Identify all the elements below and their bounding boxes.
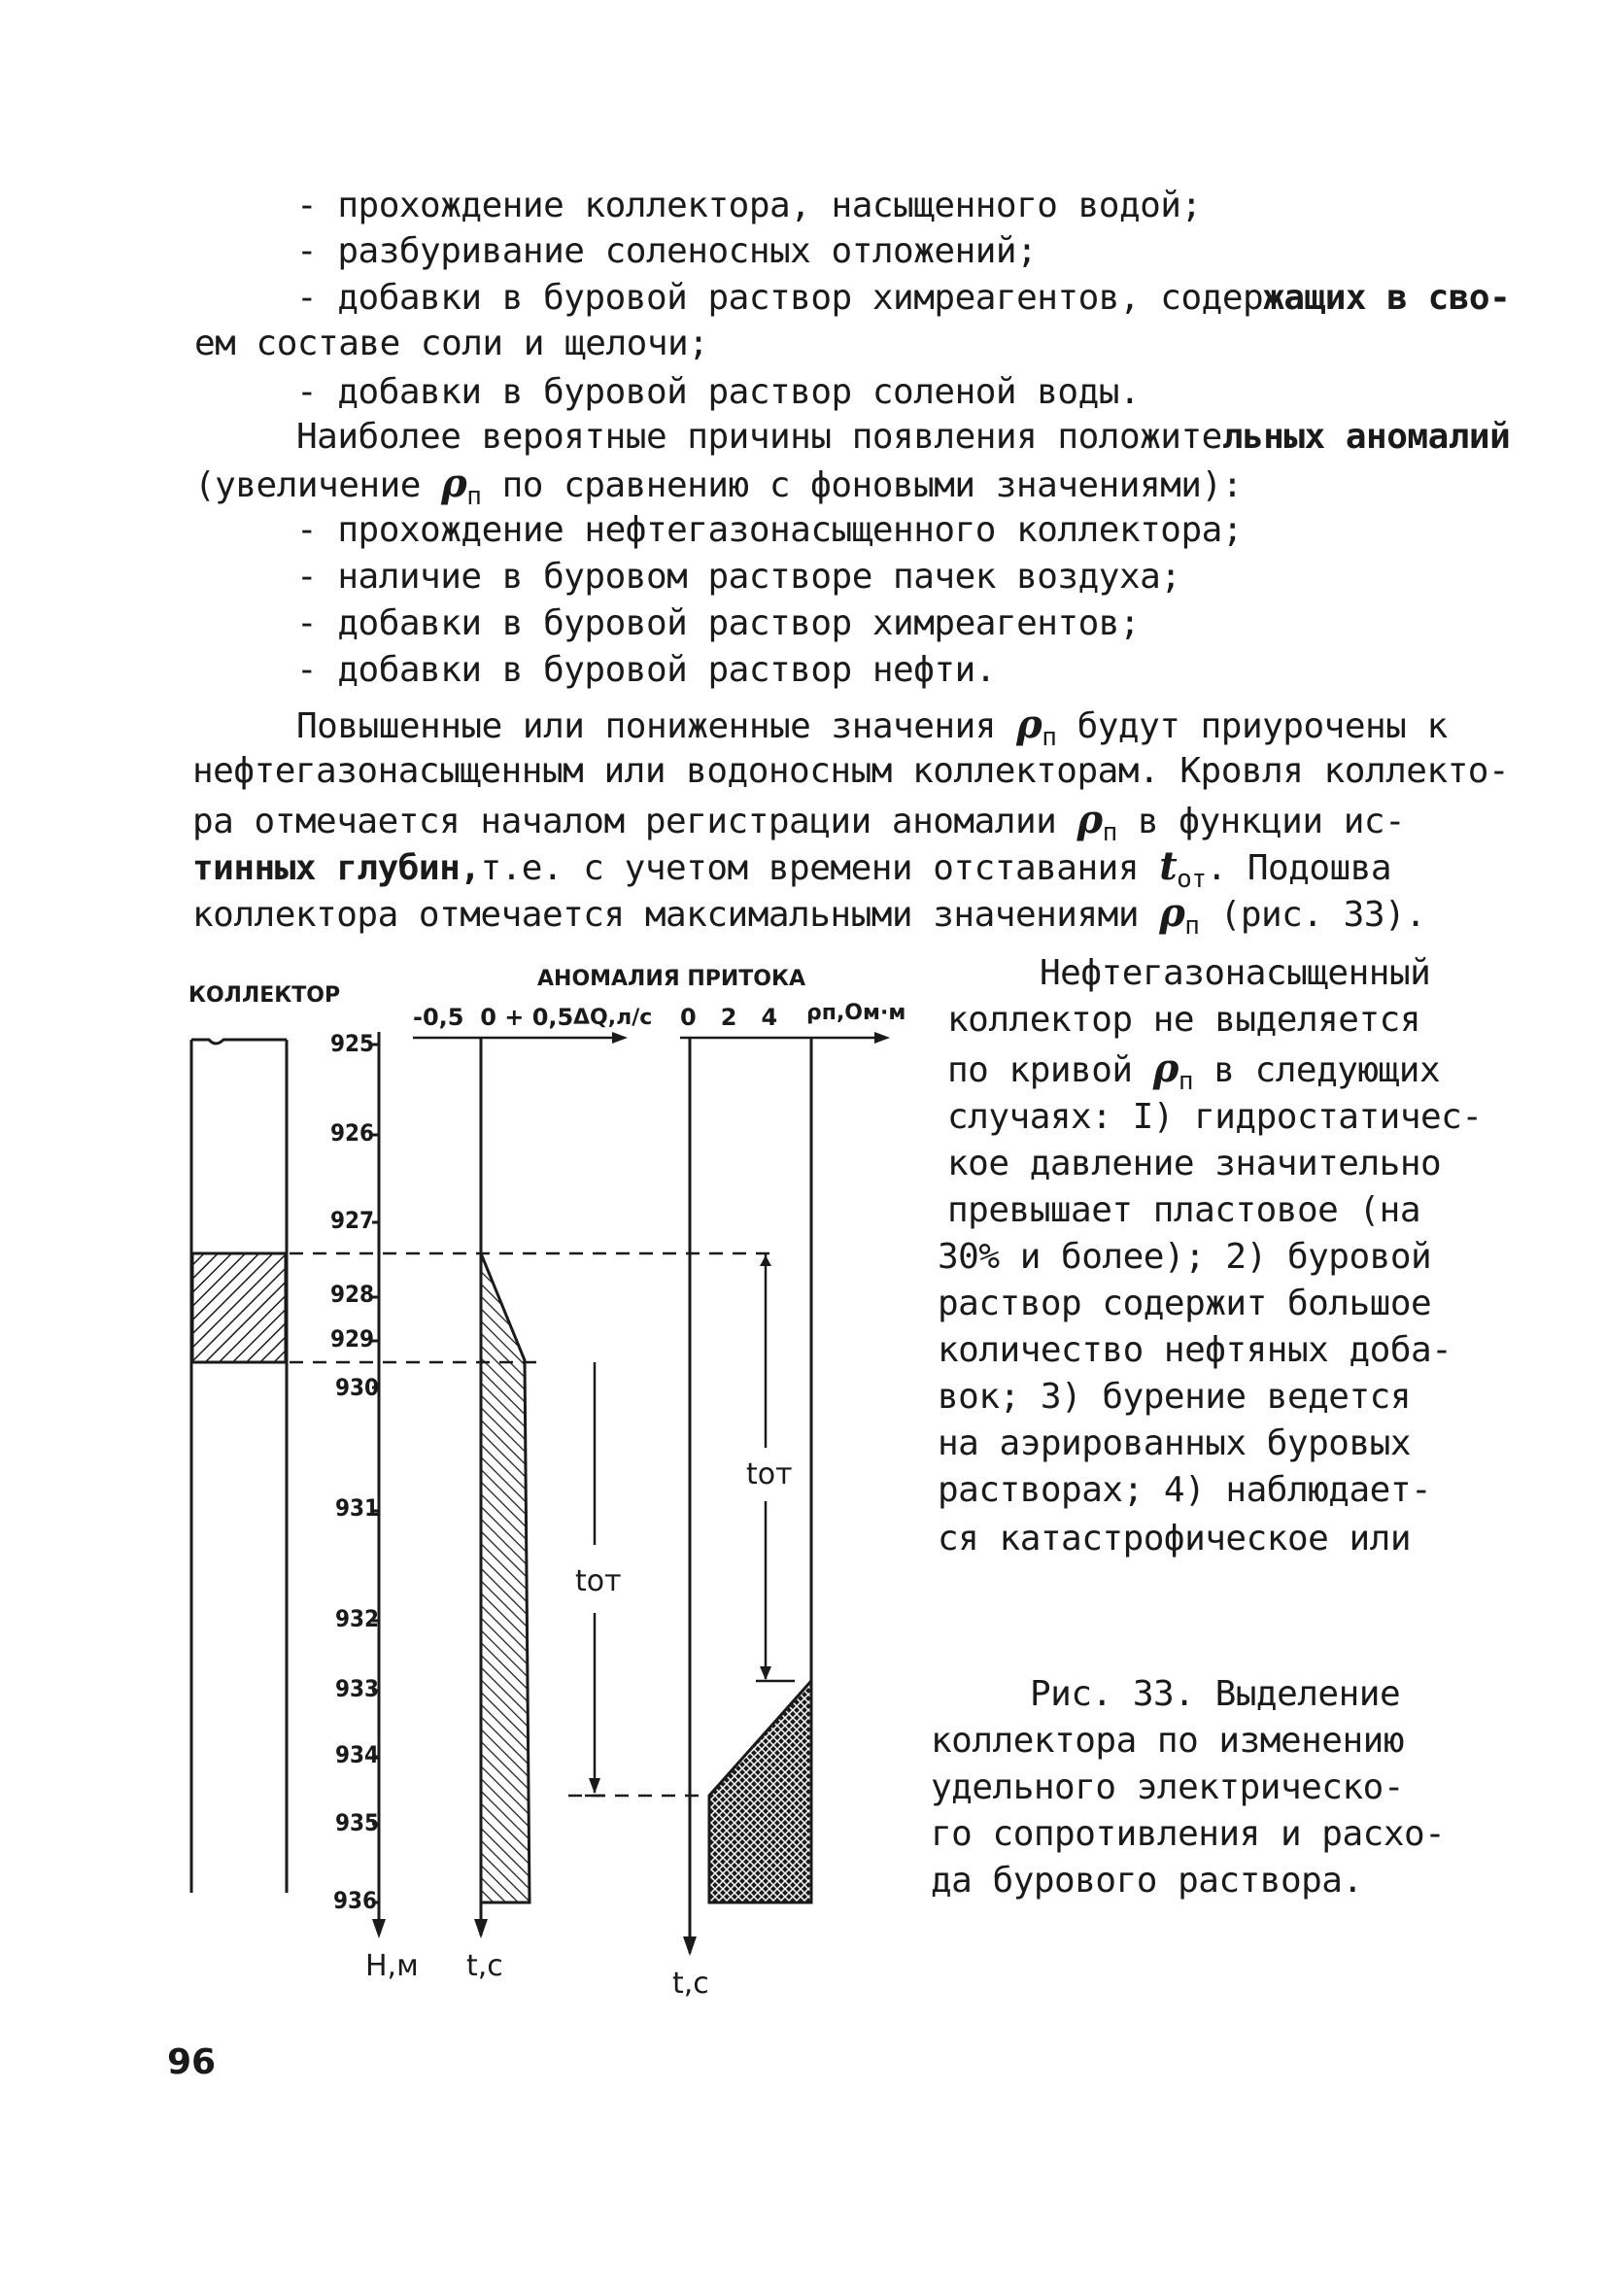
text-line: коллектора отмечается максимальными значениями $\rho_п$ (рис. 33). xyxy=(192,890,1426,941)
flow-anomaly-shape xyxy=(481,1253,530,1902)
page-number: 96 xyxy=(167,2042,217,2082)
text-line: - разбуривание соленосных отложений; xyxy=(296,231,1038,271)
figure-caption: да бурового раствора. xyxy=(931,1861,1363,1901)
rho-symbol: ρ xyxy=(441,461,467,506)
text-line: - добавки в буровой раствор химреагентов, содержащих в сво- xyxy=(296,278,1511,318)
rho-symbol: ρ xyxy=(1152,1045,1179,1091)
text-line: - добавки в буровой раствор химреагентов; xyxy=(296,603,1141,643)
depth-label: 933 xyxy=(335,1675,380,1702)
text-line: (увеличение $\rho_п$ по сравнению с фоновыми значениями): xyxy=(194,461,1243,511)
anomaly-label: АНОМАЛИЯ ПРИТОКА xyxy=(537,967,806,991)
figure-caption: коллектора по изменению xyxy=(931,1721,1404,1761)
text-line: - добавки в буровой раствор нефти. xyxy=(296,650,996,690)
text-line: Нефтегазонасыщенный xyxy=(1040,953,1431,993)
depth-label: 927 xyxy=(330,1207,375,1234)
text-line: 30% и более); 2) буровой xyxy=(938,1237,1432,1277)
text-line: тинных глубин,т.е. с учетом времени отставания $t_{от}$. Подошва xyxy=(192,843,1392,894)
text-line: превышает пластовое (на xyxy=(947,1190,1420,1230)
time-axis-label: t,с xyxy=(672,1967,709,2001)
depth-label: 925 xyxy=(330,1030,375,1057)
rho-axis-unit: ρп,Ом·м xyxy=(806,1001,906,1025)
text-line: случаях: I) гидростатичес- xyxy=(947,1097,1483,1137)
lag-time-label: tот xyxy=(746,1457,793,1491)
t-symbol: t xyxy=(1159,843,1178,889)
collector-hatched-layer xyxy=(192,1253,286,1362)
depth-axis-label: Н,м xyxy=(365,1949,419,1983)
resistivity-anomaly-shape xyxy=(709,1681,811,1902)
depth-label: 936 xyxy=(333,1887,378,1914)
dq-axis-unit: ΔQ,л/с xyxy=(573,1006,653,1030)
depth-label: 932 xyxy=(335,1605,380,1632)
rho-symbol: ρ xyxy=(1016,702,1042,747)
depth-label: 934 xyxy=(335,1741,380,1768)
depth-label: 926 xyxy=(330,1119,375,1147)
depth-label: 928 xyxy=(330,1281,375,1308)
rho-symbol: ρ xyxy=(1159,890,1185,936)
figure-caption: Рис. 33. Выделение xyxy=(1030,1674,1401,1714)
text-line: по кривой $\rho_п$ в следующих xyxy=(947,1045,1441,1096)
depth-label: 931 xyxy=(335,1494,380,1522)
text-line: - прохождение коллектора, насыщенного водой; xyxy=(296,186,1202,225)
text-line: коллектор не выделяется xyxy=(947,1000,1420,1040)
collector-column xyxy=(191,1040,287,1893)
depth-axis xyxy=(372,1032,386,1938)
text-line: Наиболее вероятные причины появления положительных аномалий xyxy=(296,417,1511,457)
collector-label: КОЛЛЕКТОР xyxy=(188,983,341,1008)
lag-time-label: tот xyxy=(575,1564,622,1598)
figure-caption: го сопротивления и расхо- xyxy=(931,1814,1446,1854)
text-line: на аэрированных буровых xyxy=(938,1423,1411,1463)
depth-label: 930 xyxy=(335,1374,380,1401)
figure-caption: удельного электрическо- xyxy=(931,1767,1404,1807)
text-line: ем составе соли и щелочи; xyxy=(194,324,709,363)
text-line: раствор содержит большое xyxy=(938,1284,1432,1323)
text-line: кое давление значительно xyxy=(947,1144,1442,1183)
text-line: - наличие в буровом растворе пачек воздуха; xyxy=(296,557,1181,597)
text-line: растворах; 4) наблюдает- xyxy=(938,1470,1432,1510)
depth-label: 929 xyxy=(330,1325,375,1353)
text-line: ра отмечается началом регистрации аномалии $\rho_п$ в функции ис- xyxy=(192,797,1406,847)
text-line: вок; 3) бурение ведется xyxy=(938,1377,1411,1417)
flow-anomaly-track xyxy=(413,1032,628,1938)
text-line: нефтегазонасыщенным или водоносным коллекторам. Кровля коллекто- xyxy=(192,751,1510,791)
depth-label: 935 xyxy=(335,1809,380,1836)
rho-symbol: ρ xyxy=(1076,797,1103,842)
rho-axis-ticks: 0 2 4 xyxy=(680,1004,778,1031)
text-line: ся катастрофическое или xyxy=(938,1519,1411,1559)
dq-axis-ticks: -0,5 0 + 0,5 xyxy=(413,1004,574,1031)
text-line: - добавки в буровой раствор соленой воды. xyxy=(296,372,1141,412)
resistivity-track xyxy=(680,1032,890,1956)
text-line: Повышенные или пониженные значения $\rho_п$ будут приурочены к xyxy=(296,702,1448,752)
time-axis-label: t,с xyxy=(466,1949,503,1983)
text-line: - прохождение нефтегазонасыщенного коллектора; xyxy=(296,510,1243,550)
text-line: количество нефтяных доба- xyxy=(938,1330,1452,1370)
